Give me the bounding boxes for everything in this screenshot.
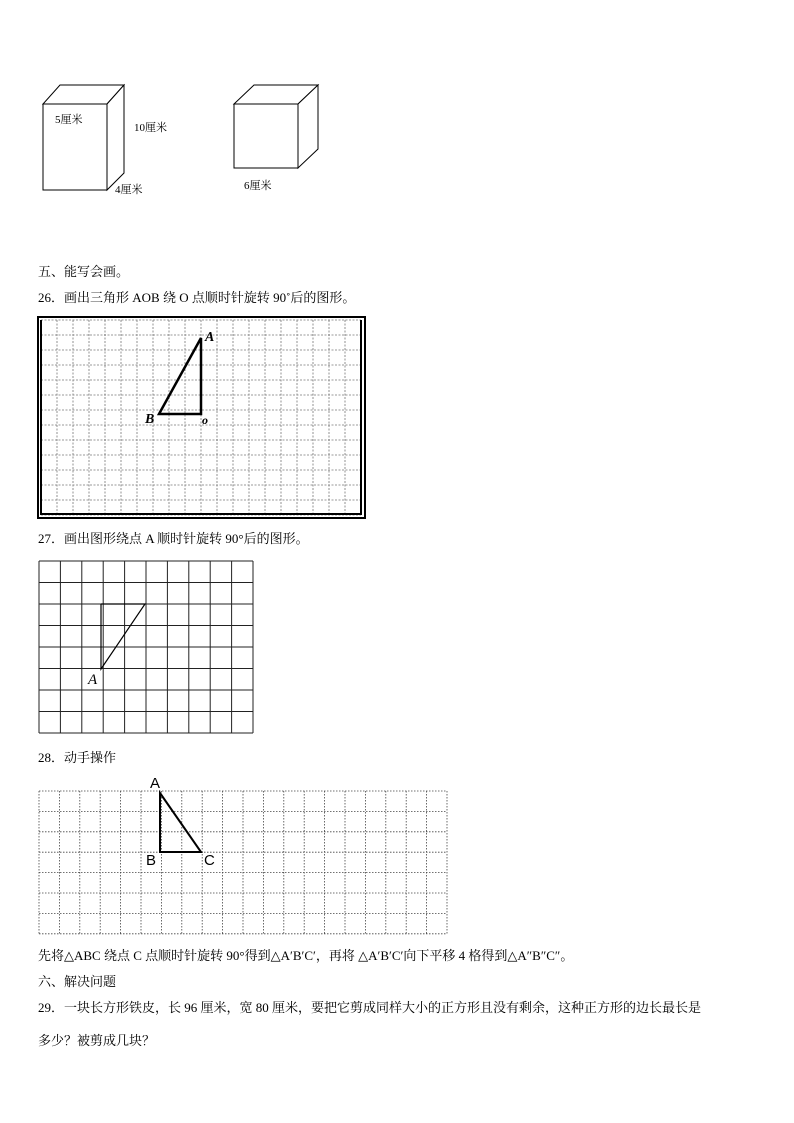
q29-line1: 29．一块长方形铁皮，长 96 厘米，宽 80 厘米，要把它剪成同样大小的正方形且没有剩余，这种正方形的边长最长是 — [38, 1000, 702, 1015]
q26-label-b: B — [145, 412, 155, 427]
q28-triangle — [160, 793, 201, 852]
q26-triangle — [159, 338, 201, 414]
cuboid-width-label: 10厘米 — [134, 122, 167, 134]
q27-grid — [39, 561, 257, 735]
q28-grid — [39, 791, 449, 935]
q27-label-a: A — [88, 672, 98, 688]
q27-text: 27．画出图形绕点 A 顺时针旋转 90°后的图形。 — [38, 531, 309, 546]
q28-label-b: B — [146, 852, 157, 869]
cuboid-height-label: 5厘米 — [55, 114, 83, 126]
q28-instruction: 先将△ABC 绕点 C 点顺时针旋转 90°得到△A′B′C′，再将 △A′B′C′向下平移 4 格得到△A″B″C″。 — [38, 948, 574, 963]
q27-figure — [101, 604, 145, 669]
cube-figure — [232, 83, 322, 173]
q26-label-o: o — [202, 413, 208, 427]
q26-label-a: A — [205, 330, 215, 345]
q29-line2: 多少？被剪成几块？ — [38, 1033, 156, 1048]
q28-text: 28．动手操作 — [38, 750, 117, 765]
cuboid-depth-label: 4厘米 — [115, 184, 143, 196]
q28-label-c: C — [204, 852, 215, 869]
section6-heading: 六、解决问题 — [38, 974, 117, 989]
section5-heading: 五、能写会画。 — [38, 264, 130, 279]
cuboid-figure — [40, 82, 140, 194]
q26-text: 26．画出三角形 AOB 绕 O 点顺时针旋转 90˚后的图形。 — [38, 290, 356, 305]
cube-edge-label: 6厘米 — [244, 180, 272, 192]
q28-label-a: A — [150, 775, 161, 792]
